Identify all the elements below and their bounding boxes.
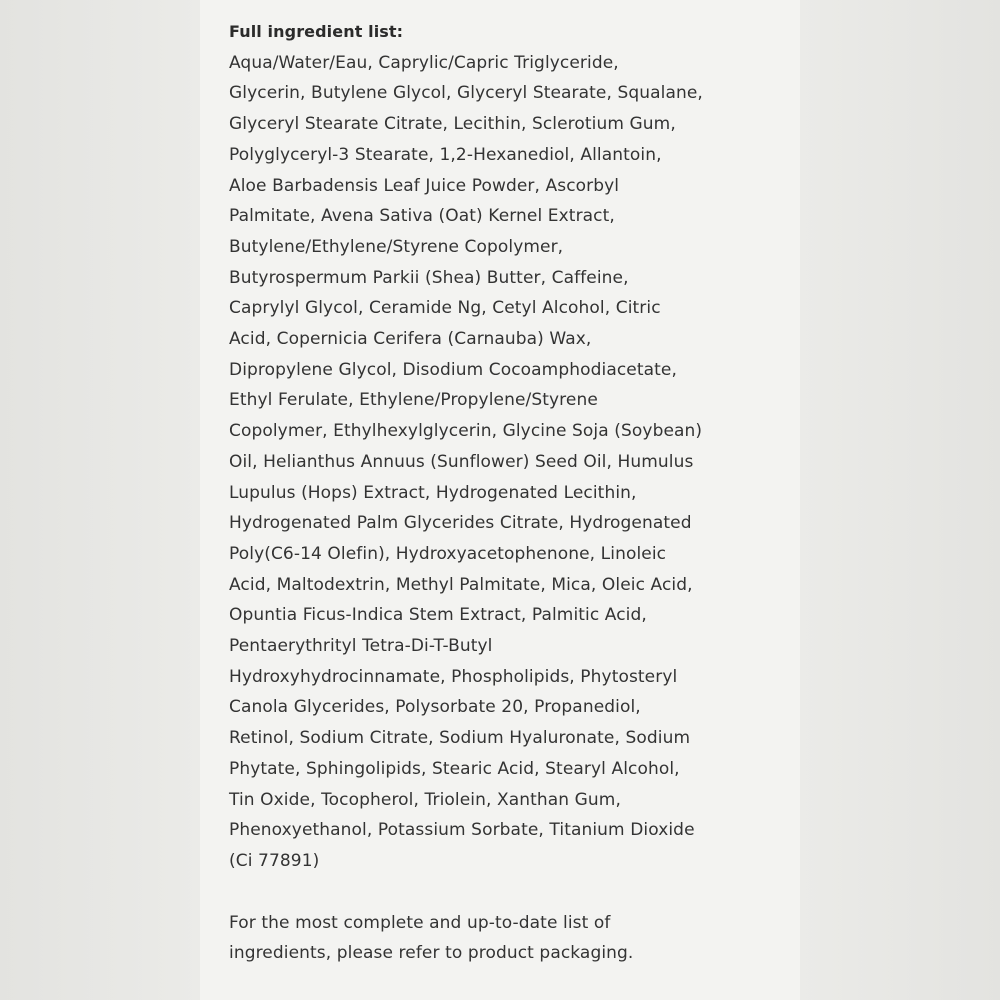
note-line: For the most complete and up-to-date list of bbox=[229, 912, 611, 933]
ingredient-line: Tin Oxide, Tocopherol, Triolein, Xanthan Gum, bbox=[229, 789, 621, 810]
ingredient-panel bbox=[200, 0, 800, 1000]
ingredient-line: Caprylyl Glycol, Ceramide Ng, Cetyl Alcohol, Citric bbox=[229, 298, 661, 319]
ingredient-line: Retinol, Sodium Citrate, Sodium Hyaluronate, Sodium bbox=[229, 728, 691, 749]
ingredient-list-heading: Full ingredient list: bbox=[229, 22, 404, 41]
ingredient-line: Acid, Copernicia Cerifera (Carnauba) Wax, bbox=[229, 329, 592, 350]
ingredient-line: Pentaerythrityl Tetra-Di-T-Butyl bbox=[229, 636, 493, 657]
ingredient-line: Canola Glycerides, Polysorbate 20, Propanediol, bbox=[229, 697, 641, 718]
ingredient-line: Butylene/Ethylene/Styrene Copolymer, bbox=[229, 236, 564, 257]
ingredient-line: Aloe Barbadensis Leaf Juice Powder, Ascorbyl bbox=[229, 175, 620, 196]
ingredient-content bbox=[229, 17, 789, 969]
ingredient-line: Acid, Maltodextrin, Methyl Palmitate, Mica, Oleic Acid, bbox=[229, 574, 693, 595]
background-right bbox=[800, 0, 1000, 1000]
ingredient-line: (Ci 77891) bbox=[229, 850, 320, 871]
ingredient-line: Opuntia Ficus-Indica Stem Extract, Palmitic Acid, bbox=[229, 605, 647, 626]
ingredient-line: Hydroxyhydrocinnamate, Phospholipids, Phytosteryl bbox=[229, 666, 678, 687]
ingredient-line: Oil, Helianthus Annuus (Sunflower) Seed Oil, Humulus bbox=[229, 451, 694, 472]
packaging-note bbox=[229, 908, 789, 969]
ingredient-line: Aqua/Water/Eau, Caprylic/Capric Triglyceride, bbox=[229, 52, 619, 73]
ingredient-line: Glyceryl Stearate Citrate, Lecithin, Sclerotium Gum, bbox=[229, 114, 676, 135]
ingredient-line: Copolymer, Ethylhexylglycerin, Glycine Soja (Soybean) bbox=[229, 421, 703, 442]
ingredient-line: Phenoxyethanol, Potassium Sorbate, Titanium Dioxide bbox=[229, 820, 695, 841]
ingredient-line: Palmitate, Avena Sativa (Oat) Kernel Extract, bbox=[229, 206, 615, 227]
ingredient-line: Polyglyceryl-3 Stearate, 1,2-Hexanediol, Allantoin, bbox=[229, 144, 662, 165]
ingredient-line: Poly(C6-14 Olefin), Hydroxyacetophenone, Linoleic bbox=[229, 543, 667, 564]
ingredient-line: Ethyl Ferulate, Ethylene/Propylene/Styrene bbox=[229, 390, 598, 411]
note-line: ingredients, please refer to product packaging. bbox=[229, 943, 634, 964]
ingredient-line: Glycerin, Butylene Glycol, Glyceryl Stearate, Squalane, bbox=[229, 83, 703, 104]
ingredient-line: Hydrogenated Palm Glycerides Citrate, Hydrogenated bbox=[229, 513, 692, 534]
background-left bbox=[0, 0, 200, 1000]
ingredient-line: Phytate, Sphingolipids, Stearic Acid, Stearyl Alcohol, bbox=[229, 758, 680, 779]
ingredient-line: Butyrospermum Parkii (Shea) Butter, Caffeine, bbox=[229, 267, 629, 288]
ingredient-line: Dipropylene Glycol, Disodium Cocoamphodiacetate, bbox=[229, 359, 677, 380]
ingredient-line: Lupulus (Hops) Extract, Hydrogenated Lecithin, bbox=[229, 482, 637, 503]
ingredient-list bbox=[229, 48, 789, 877]
